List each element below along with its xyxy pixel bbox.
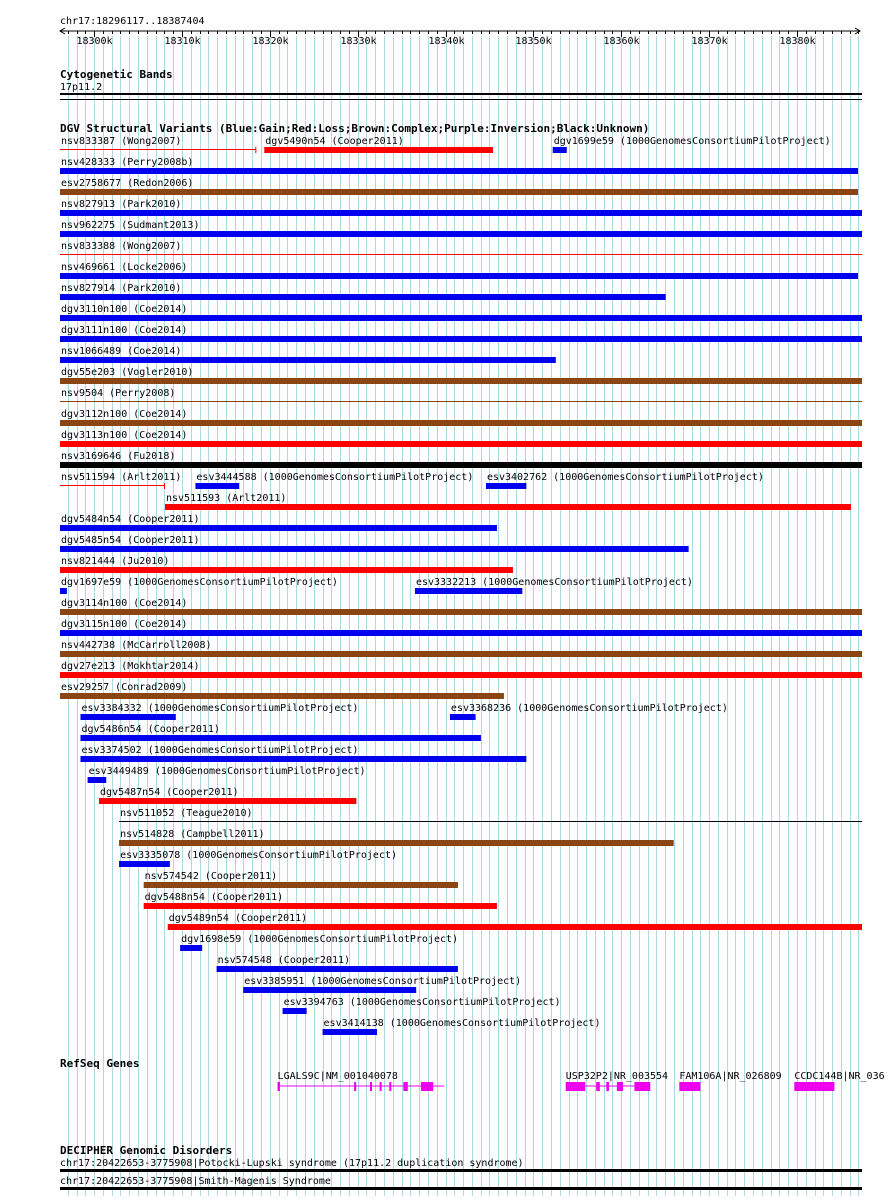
dgv-variant-end-cap: [164, 483, 165, 489]
ruler-tick-label: 18360k: [603, 36, 640, 47]
dgv-variant-label: esv3335078 (1000GenomesConsortiumPilotProject): [120, 850, 398, 861]
dgv-variant-bar[interactable]: [60, 168, 858, 174]
refseq-exon: [566, 1082, 586, 1091]
dgv-variant[interactable]: [243, 976, 521, 993]
dgv-variant-bar[interactable]: [60, 149, 256, 150]
dgv-variant-label: nsv3169646 (Fu2018): [61, 451, 176, 462]
dgv-variant[interactable]: [60, 514, 497, 531]
dgv-variant[interactable]: [60, 430, 862, 447]
dgv-variant-bar[interactable]: [168, 924, 862, 930]
dgv-variant[interactable]: [60, 388, 862, 402]
dgv-variant-bar[interactable]: [119, 840, 674, 846]
dgv-variant[interactable]: [60, 283, 666, 300]
dgv-variant[interactable]: [283, 997, 561, 1014]
dgv-variant-bar[interactable]: [88, 777, 107, 783]
dgv-variant-bar[interactable]: [243, 987, 416, 993]
refseq-exon: [389, 1082, 391, 1091]
dgv-variant[interactable]: [60, 640, 862, 657]
dgv-variant-bar[interactable]: [144, 882, 458, 888]
refseq-exon: [596, 1082, 600, 1091]
refseq-gene-label: LGALS9C|NM_001040078: [277, 1071, 398, 1082]
dgv-variant-bar[interactable]: [119, 861, 170, 867]
dgv-variant[interactable]: [60, 535, 689, 552]
dgv-variant-bar[interactable]: [60, 651, 862, 657]
dgv-variant-label: nsv821444 (Ju2010): [61, 556, 170, 567]
dgv-variant-bar[interactable]: [195, 483, 239, 489]
dgv-variant-label: nsv514828 (Campbell2011): [120, 829, 265, 840]
decipher-item-label: chr17:20422653-3775908|Smith-Magenis Syndrome: [60, 1176, 331, 1187]
dgv-variant-bar[interactable]: [60, 567, 513, 573]
dgv-variant[interactable]: [60, 661, 862, 678]
dgv-variant-bar[interactable]: [60, 672, 862, 678]
dgv-variant[interactable]: [60, 220, 862, 237]
dgv-variant-bar[interactable]: [144, 903, 497, 909]
dgv-variant[interactable]: [60, 199, 862, 216]
dgv-variant-bar[interactable]: [165, 504, 851, 510]
refseq-gene[interactable]: [566, 1071, 668, 1091]
dgv-structural-variants-track: [60, 122, 862, 1035]
ruler-tick-label: 18370k: [691, 36, 728, 47]
dgv-variant-bar[interactable]: [415, 588, 522, 594]
dgv-variant-bar[interactable]: [60, 357, 556, 363]
ruler-tick-label: 18320k: [252, 36, 289, 47]
dgv-variant[interactable]: [60, 451, 862, 468]
ruler-tick-label: 18310k: [164, 36, 201, 47]
refseq-gene-label: USP32P2|NR_003554: [565, 1071, 669, 1082]
dgv-variant-label: dgv5484n54 (Cooper2011): [61, 514, 200, 525]
dgv-variant-bar[interactable]: [60, 485, 165, 486]
dgv-variant[interactable]: [60, 304, 862, 321]
dgv-variant[interactable]: [60, 325, 862, 342]
refseq-exon: [354, 1082, 356, 1091]
dgv-variant-label: dgv55e203 (Vogler2010): [61, 367, 194, 378]
dgv-variant-label: nsv962275 (Sudmant2013): [61, 220, 200, 231]
dgv-variant-bar[interactable]: [80, 735, 480, 741]
dgv-variant[interactable]: [60, 241, 862, 255]
dgv-variant[interactable]: [60, 409, 862, 426]
decipher-track-title: DECIPHER Genomic Disorders: [60, 1144, 233, 1157]
dgv-variant-label: nsv827914 (Park2010): [61, 283, 182, 294]
ruler: [60, 16, 860, 47]
dgv-variant-label: esv3385951 (1000GenomesConsortiumPilotProject): [244, 976, 522, 987]
dgv-variant[interactable]: [486, 472, 764, 489]
coordinate-label: chr17:18296117..18387404: [60, 16, 205, 27]
dgv-variant-label: esv3332213 (1000GenomesConsortiumPilotProject): [415, 577, 693, 588]
dgv-variant-label: nsv469661 (Locke2006): [61, 262, 188, 273]
dgv-variant-label: esv3384332 (1000GenomesConsortiumPilotProject): [81, 703, 359, 714]
dgv-variant-label: nsv9504 (Perry2008): [61, 388, 176, 399]
dgv-variant-label: dgv3115n100 (Coe2014): [61, 619, 188, 630]
refseq-gene[interactable]: [794, 1071, 884, 1091]
dgv-variant-label: nsv833387 (Wong2007): [61, 136, 182, 147]
dgv-variant-bar[interactable]: [60, 336, 862, 342]
refseq-gene[interactable]: [679, 1071, 781, 1091]
dgv-variant[interactable]: [264, 136, 493, 153]
dgv-variant-bar[interactable]: [486, 483, 526, 489]
dgv-variant[interactable]: [180, 934, 458, 951]
dgv-variant[interactable]: [60, 157, 858, 174]
dgv-variant-label: nsv1066489 (Coe2014): [61, 346, 182, 357]
dgv-variant-bar[interactable]: [60, 254, 862, 255]
cytoband-track-title: Cytogenetic Bands: [60, 68, 173, 81]
refseq-exon: [403, 1082, 407, 1091]
dgv-variant-label: nsv442738 (McCarroll2008): [61, 640, 212, 651]
dgv-variant-label: dgv5488n54 (Cooper2011): [144, 892, 284, 903]
ruler-ticks: [69, 31, 859, 47]
dgv-variant-label: nsv574548 (Cooper2011): [217, 955, 351, 966]
dgv-variant[interactable]: [217, 955, 458, 972]
dgv-variant-label: esv3368236 (1000GenomesConsortiumPilotProject): [450, 703, 728, 714]
dgv-variant-label: dgv3111n100 (Coe2014): [61, 325, 188, 336]
dgv-variant[interactable]: [119, 829, 674, 846]
refseq-track-title: RefSeq Genes: [60, 1057, 140, 1070]
dgv-variant-label: nsv511052 (Teague2010): [120, 808, 253, 819]
dgv-variant-label: dgv3110n100 (Coe2014): [61, 304, 188, 315]
refseq-gene-label: FAM106A|NR_026809: [679, 1071, 782, 1082]
dgv-variant[interactable]: [80, 703, 358, 720]
dgv-variant-label: esv29257 (Conrad2009): [61, 682, 188, 693]
dgv-variant-label: esv3394763 (1000GenomesConsortiumPilotProject): [283, 997, 561, 1008]
dgv-variant-label: nsv827913 (Park2010): [61, 199, 182, 210]
dgv-variant-bar[interactable]: [60, 609, 862, 615]
dgv-variant-label: dgv3113n100 (Coe2014): [61, 430, 188, 441]
dgv-variant-bar[interactable]: [99, 798, 356, 804]
dgv-variant-bar[interactable]: [80, 714, 175, 720]
dgv-variant-label: esv3402762 (1000GenomesConsortiumPilotProject): [486, 472, 764, 483]
dgv-variant-bar[interactable]: [60, 525, 497, 531]
dgv-variant-label: esv3414138 (1000GenomesConsortiumPilotProject): [323, 1018, 601, 1029]
refseq-exon: [278, 1082, 280, 1091]
dgv-variant-bar[interactable]: [80, 756, 526, 762]
dgv-variant-bar[interactable]: [60, 294, 666, 300]
dgv-variant-label: dgv5489n54 (Cooper2011): [168, 913, 308, 924]
dgv-variant-bar[interactable]: [264, 147, 493, 153]
refseq-exon: [421, 1082, 433, 1091]
cytoband-label: 17p11.2: [60, 82, 103, 93]
dgv-variant-label: nsv428333 (Perry2008b): [61, 157, 194, 168]
dgv-variant[interactable]: [144, 892, 497, 909]
refseq-exon: [634, 1082, 650, 1091]
dgv-variant[interactable]: [80, 724, 480, 741]
dgv-variant-label: esv3449489 (1000GenomesConsortiumPilotProject): [88, 766, 366, 777]
cytoband-bar[interactable]: [60, 93, 862, 95]
dgv-variant-label: nsv511593 (Arlt2011): [166, 493, 287, 504]
dgv-variant-label: dgv5490n54 (Cooper2011): [265, 136, 404, 147]
dgv-variant-label: dgv3114n100 (Coe2014): [61, 598, 188, 609]
dgv-variant[interactable]: [99, 787, 356, 804]
dgv-variant-bar[interactable]: [60, 693, 504, 699]
dgv-variant-label: dgv3112n100 (Coe2014): [61, 409, 188, 420]
refseq-exon: [370, 1082, 372, 1091]
dgv-variant-label: dgv5486n54 (Cooper2011): [81, 724, 220, 735]
dgv-variant[interactable]: [450, 703, 728, 720]
decipher-item-label: chr17:20422653-3775908|Potocki-Lupski syndrome (17p11.2 duplication syndrome): [60, 1158, 524, 1169]
refseq-exon: [794, 1082, 834, 1091]
dgv-variant[interactable]: [323, 1018, 601, 1035]
dgv-variant-bar[interactable]: [60, 546, 689, 552]
ruler-tick-label: 18350k: [515, 36, 552, 47]
dgv-variant[interactable]: [80, 745, 526, 762]
dgv-variant-bar[interactable]: [119, 821, 862, 822]
dgv-variant-end-cap: [255, 147, 256, 153]
dgv-variant-label: nsv574542 (Cooper2011): [144, 871, 278, 882]
cytogenetic-bands-track: [60, 68, 862, 100]
dgv-variant-label: nsv833388 (Wong2007): [61, 241, 182, 252]
dgv-variant-label: dgv5485n54 (Cooper2011): [61, 535, 200, 546]
decipher-genomic-disorders-track: [60, 1144, 862, 1190]
dgv-variant-label: esv2758677 (Redon2006): [61, 178, 194, 189]
dgv-variant-bar[interactable]: [180, 945, 202, 951]
dgv-features: [60, 136, 862, 1035]
refseq-gene-label: CCDC144B|NR_036: [794, 1071, 885, 1082]
dgv-variant[interactable]: [415, 577, 693, 594]
dgv-variant-label: dgv27e213 (Mokhtar2014): [61, 661, 200, 672]
dgv-variant[interactable]: [60, 262, 858, 279]
decipher-item-bar[interactable]: [60, 1169, 862, 1172]
refseq-features: [278, 1071, 885, 1091]
dgv-variant[interactable]: [60, 598, 862, 615]
ruler-tick-label: 18340k: [428, 36, 465, 47]
refseq-exon: [606, 1082, 609, 1091]
dgv-variant-bar[interactable]: [60, 401, 862, 402]
dgv-variant-bar[interactable]: [323, 1029, 377, 1035]
dgv-variant-bar[interactable]: [60, 231, 862, 237]
decipher-item-bar[interactable]: [60, 1187, 862, 1190]
track-separator: [60, 99, 862, 100]
refseq-exon: [679, 1082, 700, 1091]
dgv-variant-label: dgv1698e59 (1000GenomesConsortiumPilotProject): [181, 934, 459, 945]
dgv-variant[interactable]: [60, 556, 513, 573]
dgv-variant-bar[interactable]: [60, 210, 862, 216]
dgv-variant-bar[interactable]: [60, 189, 858, 195]
dgv-variant-bar[interactable]: [60, 273, 858, 279]
dgv-variant[interactable]: [119, 808, 862, 822]
refseq-exon: [617, 1082, 623, 1091]
dgv-variant-bar[interactable]: [60, 462, 862, 468]
dgv-variant-bar[interactable]: [450, 714, 476, 720]
dgv-variant-label: esv3444588 (1000GenomesConsortiumPilotProject): [196, 472, 474, 483]
dgv-variant-bar[interactable]: [60, 630, 862, 636]
dgv-variant-bar[interactable]: [60, 420, 862, 426]
dgv-variant-label: dgv5487n54 (Cooper2011): [100, 787, 239, 798]
dgv-variant-label: dgv1699e59 (1000GenomesConsortiumPilotProject): [553, 136, 831, 147]
dgv-variant-bar[interactable]: [60, 441, 862, 447]
dgv-variant-bar[interactable]: [283, 1008, 307, 1014]
dgv-variant[interactable]: [60, 367, 862, 384]
ruler-tick-label: 18330k: [340, 36, 377, 47]
dgv-track-title: DGV Structural Variants (Blue:Gain;Red:Loss;Brown:Complex;Purple:Inversion;Black:Unknown): [60, 122, 650, 135]
dgv-variant-bar[interactable]: [553, 147, 567, 153]
dgv-variant[interactable]: [195, 472, 473, 489]
dgv-variant[interactable]: [60, 619, 862, 636]
dgv-variant-label: nsv511594 (Arlt2011): [61, 472, 182, 483]
refseq-exon: [380, 1082, 382, 1091]
dgv-variant-bar[interactable]: [60, 315, 862, 321]
dgv-variant[interactable]: [60, 178, 858, 195]
dgv-variant[interactable]: [119, 850, 397, 867]
dgv-variant[interactable]: [168, 913, 862, 930]
dgv-variant-bar[interactable]: [217, 966, 458, 972]
dgv-variant-label: dgv1697e59 (1000GenomesConsortiumPilotProject): [61, 577, 338, 588]
ruler-tick-label: 18300k: [76, 36, 113, 47]
dgv-variant-label: esv3374502 (1000GenomesConsortiumPilotProject): [81, 745, 359, 756]
dgv-variant-bar[interactable]: [60, 378, 862, 384]
dgv-variant-bar[interactable]: [60, 588, 67, 594]
ruler-tick-label: 18380k: [779, 36, 816, 47]
